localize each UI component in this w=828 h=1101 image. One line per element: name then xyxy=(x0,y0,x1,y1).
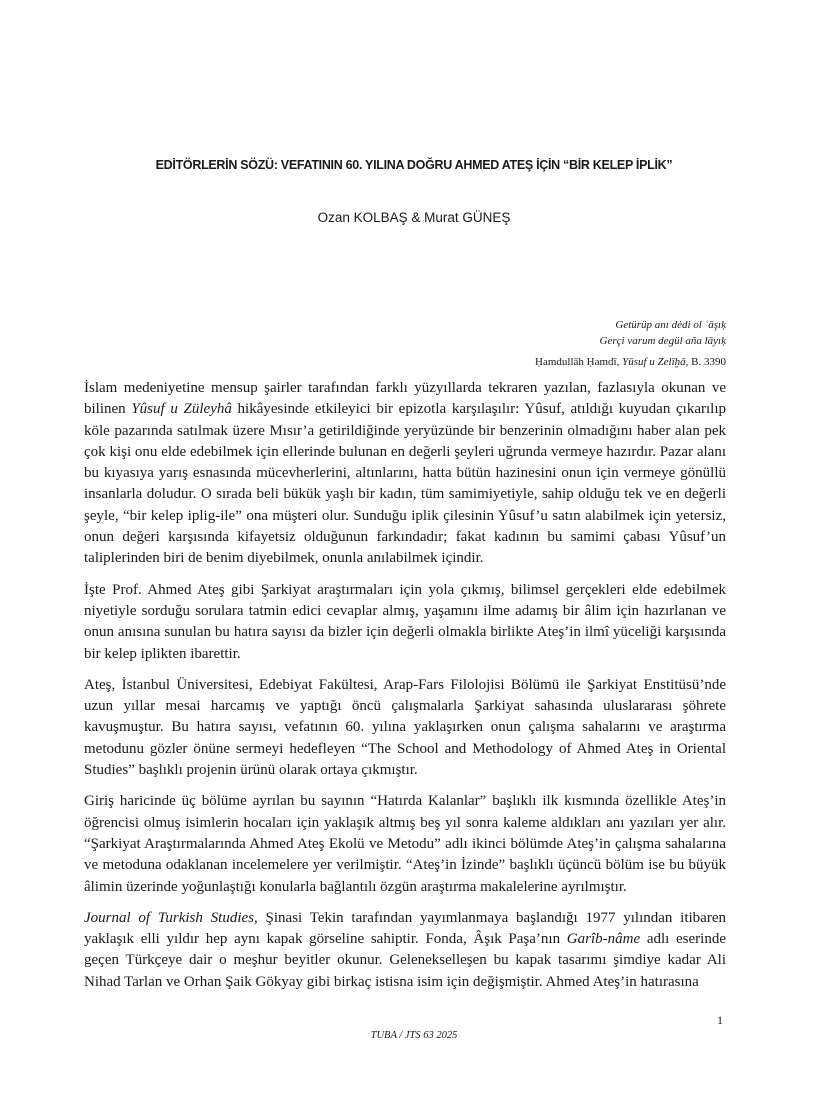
paragraph-5-journal-title: Journal of Turkish Studies xyxy=(84,909,254,926)
page-number: 1 xyxy=(717,1013,723,1027)
paragraph-5-text-a: , Şinasi Tekin tarafından yayımlanmaya başlandığı 1977 yılından itibaren yaklaşık elli yıldır hep aynı kapak görseline sahiptir. Fonda, Âşık Paşa’nın xyxy=(84,909,726,948)
paragraph-1-text-b: hikâyesinde etkileyici bir epizotla karşılaşılır: Yûsuf, atıldığı kuyudan çıkarılıp köle pazarında satılmak üzere Mısır’a getirildiğinde yeryüzünde bir benzerinin olmadığını haber alan pek çok kişi onu elde edebilmek için ellerinde bulunan en değerli şeyleri uğrunda vermeye hazırdır. Pazar alanı bu kıyasıya yarış esnasında mücevherlerini, altınlarını, hatta bütün hazinesini onun için vermeye gönüllü insanlarla doludur. O sırada beli bükük yaşlı bir kadın, tüm samimiyetiyle, sahip olduğu tek ve en değerli şeyle, “bir kelep iplig-ile” ona müşteri olur. Sunduğu iplik çilesinin Yûsuf’u satın alabilmek için yetersiz, onun değeri karşısında kifayetsiz olduğunun farkındadır; fakat kadının bu samimi çabası Yûsuf’un taliplerinden biri de benim diyebilmek, onunla anılabilmek içindir. xyxy=(84,401,726,567)
paragraph-1-text-a: İslam medeniyetine mensup şairler tarafından farklı yüzyıllarda tekraren yazılan, fazlasıyla okunan ve bilinen xyxy=(84,380,726,418)
paragraph-5-text-b: adlı eserinde geçen Türkçeye dair o meşhur beyitler okunur. Gelenekselleşen bu kapak tasarımı şimdiye kadar Ali Nihad Tarlan ve Orhan Şaik Gökyay gibi birkaç istisna isim için değişmiştir. Ahmed Ateş’in hatırasına xyxy=(84,931,726,990)
paragraph-1 xyxy=(84,378,726,570)
paragraph-4: Giriş haricinde üç bölüme ayrılan bu sayının “Hatırda Kalanlar” başlıklı ilk kısmında özellikle Ateş’in öğrencisi olmuş isimlerin hocaları için yaklaşık altmış beş yıl sonra kaleme aldıkları anı yazıları yer alır. “Şarkiyat Araştırmalarında Ahmed Ateş Ekolü ve Metodu” adlı ikinci bölümde Ateş’in çalışma sahalarına ve metoduna odaklanan incelemelere yer verilmiştir. “Ateş’in İzinde” başlıklı üçüncü bölüm ise bu büyük âlimin üzerinde yoğunlaştığı konularla bağlantılı özgün araştırma makalelerine ayrılmıştır. xyxy=(84,793,726,895)
paragraph-5 xyxy=(84,908,726,993)
paragraph-2: İşte Prof. Ahmed Ateş gibi Şarkiyat araştırmaları için yola çıkmış, bilimsel gerçekleri elde edebilmek niyetiyle sorduğu sorulara tatmin edici cevaplar almış, yaşamını ilme adamış bir âlim için hazırlanan ve onun anısına sunulan bu hatıra sayısı da bizler için değerli olmakla birlikte Ateş’in ilmî yüceliği karşısında bir kelep iplikten ibarettir. xyxy=(84,581,726,662)
paragraph-3: Ateş, İstanbul Üniversitesi, Edebiyat Fakültesi, Arap-Fars Filolojisi Bölümü ile Şarkiyat Enstitüsü’nde uzun yıllar mesai harcamış ve yaptığı öncü çalışmalarla Şarkiyat sahasında uluslararası şöhrete kavuşmuştur. Bu hatıra sayısı, vefatının 60. yılına yaklaşırken onun çalışma sahalarını ve araştırma metodunu gözler önüne sermeyi hedefleyen “The School and Methodology of Ahmed Ateş in Oriental Studies” başlıklı projenin ürünü olarak ortaya çıkmıştır. xyxy=(84,676,726,779)
article-body xyxy=(84,378,726,1003)
epigraph xyxy=(535,317,726,370)
epigraph-line-1: Getürüp anı dėdi ol ʿāşıḳ xyxy=(615,319,726,331)
epigraph-source-work: Yūsuf u Zelīḫā xyxy=(622,356,686,368)
article-authors: Ozan KOLBAŞ & Murat GÜNEŞ xyxy=(317,210,511,225)
paragraph-1-italic: Yûsuf u Züleyhâ xyxy=(131,401,232,418)
paragraph-5-italic: Garîb-nâme xyxy=(566,931,641,948)
page-footer: TUBA / JTS 63 2025 xyxy=(370,1030,458,1041)
epigraph-source-author: Ḥamdullāh Ḥamdī, xyxy=(535,356,620,368)
epigraph-source-ref: , B. 3390 xyxy=(685,356,726,368)
epigraph-source xyxy=(535,354,726,370)
epigraph-line-2: Gerçi varum degül aña lāyıḳ xyxy=(599,335,726,347)
article-title: EDİTÖRLERİN SÖZÜ: VEFATININ 60. YILINA DOĞRU AHMED ATEŞ İÇİN “BİR KELEP İPLİK” xyxy=(155,158,673,172)
